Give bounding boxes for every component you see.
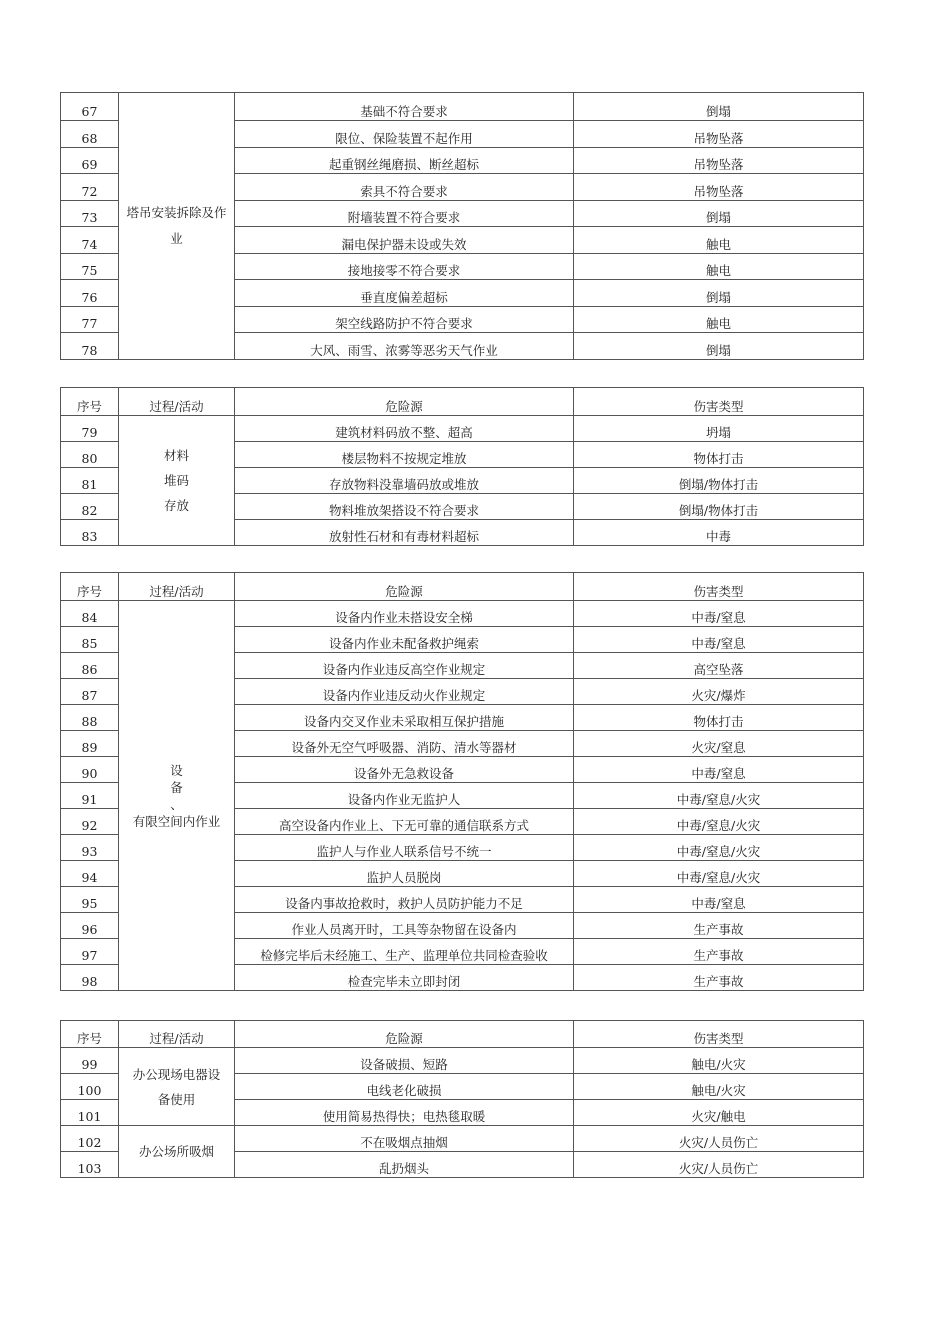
harm-type: 吊物坠落 xyxy=(574,147,864,174)
process-cell xyxy=(119,416,235,546)
hazard-source: 设备破损、短路 xyxy=(235,1048,574,1074)
hazard-source: 高空设备内作业上、下无可靠的通信联系方式 xyxy=(235,809,574,835)
hazard-source: 不在吸烟点抽烟 xyxy=(235,1126,574,1152)
row-number: 99 xyxy=(61,1048,119,1074)
table-row xyxy=(61,1048,864,1074)
hazard-table-confined-space xyxy=(60,572,864,991)
row-number: 89 xyxy=(61,731,119,757)
hazard-source: 电线老化破损 xyxy=(235,1074,574,1100)
row-number: 80 xyxy=(61,442,119,468)
row-number: 75 xyxy=(61,253,119,280)
hazard-source: 设备外无空气呼吸器、消防、清水等器材 xyxy=(235,731,574,757)
harm-type: 触电/火灾 xyxy=(574,1074,864,1100)
row-number: 72 xyxy=(61,174,119,201)
hazard-source: 设备内作业未配备救护绳索 xyxy=(235,627,574,653)
process-cell: 塔吊安装拆除及作业 xyxy=(119,93,235,360)
process-line: 备 xyxy=(170,779,183,795)
row-number: 69 xyxy=(61,147,119,174)
hazard-source: 检修完毕后未经施工、生产、监理单位共同检查验收 xyxy=(235,939,574,965)
harm-type: 触电 xyxy=(574,253,864,280)
harm-type: 倒塌 xyxy=(574,333,864,360)
process-cell: 办公现场电器设备使用 xyxy=(119,1048,235,1126)
harm-type: 生产事故 xyxy=(574,939,864,965)
row-number: 67 xyxy=(61,93,119,121)
hazard-source: 作业人员离开时，工具等杂物留在设备内 xyxy=(235,913,574,939)
row-number: 90 xyxy=(61,757,119,783)
harm-type: 火灾/窒息 xyxy=(574,731,864,757)
harm-type: 吊物坠落 xyxy=(574,174,864,201)
row-number: 78 xyxy=(61,333,119,360)
hazard-source: 存放物料没靠墙码放或堆放 xyxy=(235,468,574,494)
hazard-source: 设备外无急救设备 xyxy=(235,757,574,783)
hazard-source: 垂直度偏差超标 xyxy=(235,280,574,307)
row-number: 79 xyxy=(61,416,119,442)
hazard-source: 设备内作业违反动火作业规定 xyxy=(235,679,574,705)
hazard-source: 架空线路防护不符合要求 xyxy=(235,306,574,333)
header-harm: 伤害类型 xyxy=(574,388,864,416)
row-number: 73 xyxy=(61,200,119,227)
process-cell: 办公场所吸烟 xyxy=(119,1126,235,1178)
table-header-row xyxy=(61,388,864,416)
harm-type: 高空坠落 xyxy=(574,653,864,679)
process-line: 有限空间内作业 xyxy=(132,813,221,829)
header-hazard: 危险源 xyxy=(235,388,574,416)
table-header-row xyxy=(61,1021,864,1048)
row-number: 102 xyxy=(61,1126,119,1152)
row-number: 81 xyxy=(61,468,119,494)
hazard-table-office xyxy=(60,1020,864,1178)
process-line: 堆码 xyxy=(163,473,189,488)
hazard-source: 起重钢丝绳磨损、断丝超标 xyxy=(235,147,574,174)
hazard-source: 检查完毕未立即封闭 xyxy=(235,965,574,991)
table-row xyxy=(61,601,864,627)
row-number: 101 xyxy=(61,1100,119,1126)
harm-type: 触电/火灾 xyxy=(574,1048,864,1074)
row-number: 74 xyxy=(61,227,119,254)
hazard-source: 漏电保护器未设或失效 xyxy=(235,227,574,254)
process-line: 存放 xyxy=(163,498,189,513)
hazard-source: 设备内作业违反高空作业规定 xyxy=(235,653,574,679)
row-number: 83 xyxy=(61,520,119,546)
hazard-source: 监护人与作业人联系信号不统一 xyxy=(235,835,574,861)
row-number: 76 xyxy=(61,280,119,307)
harm-type: 中毒/窒息/火灾 xyxy=(574,835,864,861)
hazard-source: 设备内事故抢救时，救护人员防护能力不足 xyxy=(235,887,574,913)
table-row xyxy=(61,416,864,442)
harm-type: 触电 xyxy=(574,227,864,254)
harm-type: 物体打击 xyxy=(574,705,864,731)
row-number: 82 xyxy=(61,494,119,520)
hazard-source: 索具不符合要求 xyxy=(235,174,574,201)
row-number: 86 xyxy=(61,653,119,679)
harm-type: 中毒/窒息/火灾 xyxy=(574,783,864,809)
hazard-source: 监护人员脱岗 xyxy=(235,861,574,887)
hazard-source: 建筑材料码放不整、超高 xyxy=(235,416,574,442)
harm-type: 中毒/窒息 xyxy=(574,757,864,783)
hazard-source: 设备内交叉作业未采取相互保护措施 xyxy=(235,705,574,731)
header-process: 过程/活动 xyxy=(119,388,235,416)
harm-type: 物体打击 xyxy=(574,442,864,468)
hazard-source: 附墙装置不符合要求 xyxy=(235,200,574,227)
hazard-source: 限位、保险装置不起作用 xyxy=(235,121,574,148)
row-number: 88 xyxy=(61,705,119,731)
harm-type: 倒塌 xyxy=(574,93,864,121)
row-number: 94 xyxy=(61,861,119,887)
process-line: 材料 xyxy=(163,448,189,463)
table-header-row xyxy=(61,573,864,601)
hazard-source: 物料堆放架搭设不符合要求 xyxy=(235,494,574,520)
harm-type: 倒塌/物体打击 xyxy=(574,468,864,494)
hazard-source: 设备内作业未搭设安全梯 xyxy=(235,601,574,627)
hazard-source: 基础不符合要求 xyxy=(235,93,574,121)
harm-type: 倒塌 xyxy=(574,280,864,307)
hazard-source: 楼层物料不按规定堆放 xyxy=(235,442,574,468)
table-row xyxy=(61,93,864,121)
harm-type: 中毒 xyxy=(574,520,864,546)
harm-type: 中毒/窒息 xyxy=(574,627,864,653)
row-number: 92 xyxy=(61,809,119,835)
harm-type: 火灾/人员伤亡 xyxy=(574,1126,864,1152)
header-harm: 伤害类型 xyxy=(574,573,864,601)
row-number: 97 xyxy=(61,939,119,965)
harm-type: 生产事故 xyxy=(574,965,864,991)
hazard-source: 放射性石材和有毒材料超标 xyxy=(235,520,574,546)
row-number: 95 xyxy=(61,887,119,913)
header-hazard: 危险源 xyxy=(235,1021,574,1048)
hazard-source: 使用简易热得快；电热毯取暖 xyxy=(235,1100,574,1126)
harm-type: 倒塌 xyxy=(574,200,864,227)
harm-type: 中毒/窒息 xyxy=(574,887,864,913)
harm-type: 生产事故 xyxy=(574,913,864,939)
row-number: 96 xyxy=(61,913,119,939)
harm-type: 倒塌/物体打击 xyxy=(574,494,864,520)
row-number: 85 xyxy=(61,627,119,653)
row-number: 93 xyxy=(61,835,119,861)
harm-type: 中毒/窒息 xyxy=(574,601,864,627)
harm-type: 坍塌 xyxy=(574,416,864,442)
hazard-table-material-stacking xyxy=(60,387,864,546)
header-no: 序号 xyxy=(61,1021,119,1048)
hazard-source: 设备内作业无监护人 xyxy=(235,783,574,809)
harm-type: 火灾/触电 xyxy=(574,1100,864,1126)
harm-type: 中毒/窒息/火灾 xyxy=(574,809,864,835)
process-cell xyxy=(119,601,235,991)
header-hazard: 危险源 xyxy=(235,573,574,601)
header-process: 过程/活动 xyxy=(119,1021,235,1048)
harm-type: 火灾/人员伤亡 xyxy=(574,1152,864,1178)
hazard-source: 乱扔烟头 xyxy=(235,1152,574,1178)
header-process: 过程/活动 xyxy=(119,573,235,601)
hazard-source: 大风、雨雪、浓雾等恶劣天气作业 xyxy=(235,333,574,360)
row-number: 91 xyxy=(61,783,119,809)
harm-type: 吊物坠落 xyxy=(574,121,864,148)
row-number: 84 xyxy=(61,601,119,627)
row-number: 77 xyxy=(61,306,119,333)
row-number: 103 xyxy=(61,1152,119,1178)
table-row xyxy=(61,1126,864,1152)
row-number: 87 xyxy=(61,679,119,705)
hazard-source: 接地接零不符合要求 xyxy=(235,253,574,280)
row-number: 68 xyxy=(61,121,119,148)
row-number: 100 xyxy=(61,1074,119,1100)
row-number: 98 xyxy=(61,965,119,991)
harm-type: 火灾/爆炸 xyxy=(574,679,864,705)
process-line: 设 xyxy=(170,762,183,778)
harm-type: 触电 xyxy=(574,306,864,333)
header-no: 序号 xyxy=(61,573,119,601)
header-harm: 伤害类型 xyxy=(574,1021,864,1048)
process-line: 、 xyxy=(170,796,183,812)
harm-type: 中毒/窒息/火灾 xyxy=(574,861,864,887)
header-no: 序号 xyxy=(61,388,119,416)
hazard-table-tower-crane xyxy=(60,92,864,360)
